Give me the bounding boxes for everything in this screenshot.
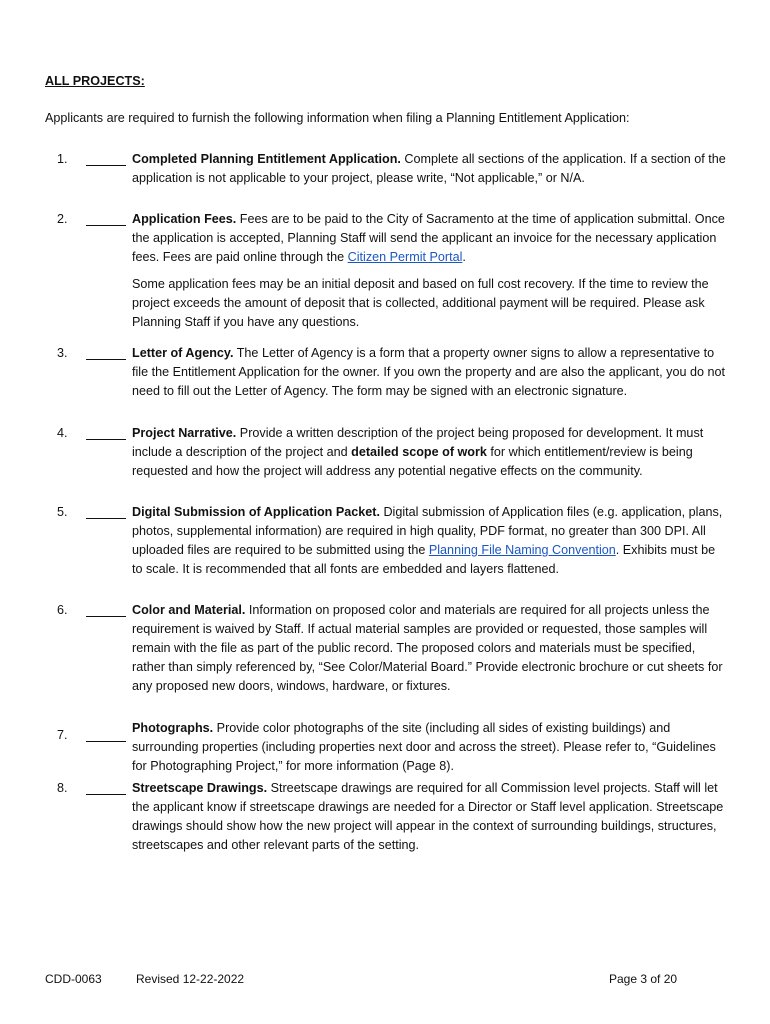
item-text: Provide a written description of the project being proposed for development. It must include a description of the project and	[132, 426, 704, 459]
checklist-item	[45, 779, 735, 855]
item-number: 5.	[57, 505, 68, 519]
footer-form-number: CDD-0063	[45, 972, 102, 986]
section-heading: ALL PROJECTS:	[45, 74, 145, 88]
item-body	[132, 424, 727, 481]
item-bold-phrase: detailed scope of work	[351, 445, 487, 459]
checklist-item	[45, 601, 735, 696]
checklist-item	[45, 150, 735, 188]
checklist-item	[45, 210, 735, 332]
item-text: The Letter of Agency is a form that a property owner signs to allow a representative to file the Entitlement Application for the owner. If you own the property and are also the applicant, you do not need to fill out the Letter of Agency. The form may be signed with an electronic signature.	[132, 346, 725, 398]
item-paragraph-2: Some application fees may be an initial deposit and based on full cost recovery. If the time to review the project exceeds the amount of deposit that is collected, additional payment will be required. Please ask Planning Staff if you have any questions.	[132, 277, 709, 329]
item-title: Digital Submission of Application Packet.	[132, 505, 380, 519]
checklist-item	[45, 719, 735, 776]
item-number: 2.	[57, 212, 68, 226]
checklist-item	[45, 344, 735, 401]
item-text-after: .	[462, 250, 466, 264]
item-body	[132, 210, 727, 332]
item-number: 3.	[57, 346, 68, 360]
item-body	[132, 601, 727, 696]
item-body	[132, 150, 727, 188]
item-title: Letter of Agency.	[132, 346, 234, 360]
footer-page-number: Page 3 of 20	[609, 972, 678, 986]
item-title: Completed Planning Entitlement Application.	[132, 152, 401, 166]
item-text-after: . Exhibits must be to scale. It is recommended that all fonts are embedded and layers flattened.	[132, 543, 716, 576]
item-title: Project Narrative.	[132, 426, 237, 440]
item-title: Application Fees.	[132, 212, 237, 226]
item-text: Complete all sections of the application. If a section of the application is not applicable to your project, please write, “Not applicable,” or N/A.	[132, 152, 726, 185]
item-title: Color and Material.	[132, 603, 246, 617]
item-text: Information on proposed color and materials are required for all projects unless the requirement is waived by Staff. If actual material samples are provided or requested, those samples will remain with the file as part of the public record. The proposed colors and materials must be specified, rather than simply referenced by, “See Color/Material Board.” Provide electronic brochure or cut sheets for any proposed new doors, windows, hardware, or fixtures.	[132, 603, 723, 693]
footer-revised-date: Revised 12-22-2022	[136, 972, 245, 986]
checkbox-blank[interactable]	[86, 212, 126, 226]
item-text: Streetscape drawings are required for all Commission level projects. Staff will let the applicant know if streetscape drawings are needed for a Director or Staff level application. Streetscape drawings should show how the new project will appear in the context of surrounding buildings, structures, streetscapes and other relevant parts of the setting.	[132, 781, 724, 852]
item-number: 4.	[57, 426, 68, 440]
checkbox-blank[interactable]	[86, 426, 126, 440]
item-title: Streetscape Drawings.	[132, 781, 268, 795]
item-text: Provide color photographs of the site (including all sides of existing buildings) and surrounding properties (including properties next door and across the street). Please refer to, “Guidelines for Photographing Project,” for more information (Page 8).	[132, 721, 716, 773]
checkbox-blank[interactable]	[86, 728, 126, 742]
checklist-item	[45, 503, 735, 579]
checkbox-blank[interactable]	[86, 603, 126, 617]
item-title: Photographs.	[132, 721, 214, 735]
planning-file-naming-convention-link[interactable]: Planning File Naming Convention	[428, 543, 616, 557]
item-text: Digital submission of Application files (e.g. application, plans, photos, supplemental information) are required in high quality, PDF format, no greater than 300 DPI. All uploaded files are required to be submitted using the	[132, 505, 723, 557]
intro-text: Applicants are required to furnish the following information when filing a Planning Entitlement Application:	[45, 111, 630, 125]
checklist-item	[45, 424, 735, 481]
item-body	[132, 779, 727, 855]
checkbox-blank[interactable]	[86, 781, 126, 795]
item-body	[132, 344, 727, 401]
item-number: 7.	[57, 728, 68, 742]
item-number: 8.	[57, 781, 68, 795]
item-body	[132, 719, 727, 776]
item-number: 6.	[57, 603, 68, 617]
checkbox-blank[interactable]	[86, 152, 126, 166]
item-body	[132, 503, 727, 579]
checkbox-blank[interactable]	[86, 346, 126, 360]
item-text-after: for which entitlement/review is being requested and how the project will address any potential negative effects on the community.	[132, 445, 693, 478]
checkbox-blank[interactable]	[86, 505, 126, 519]
item-text: Fees are to be paid to the City of Sacramento at the time of application submittal. Once the application is accepted, Planning Staff will send the applicant an invoice for the necessary application fees. Fees are paid online through the	[132, 212, 725, 264]
item-number: 1.	[57, 152, 68, 166]
citizen-permit-portal-link[interactable]: Citizen Permit Portal	[347, 250, 463, 264]
